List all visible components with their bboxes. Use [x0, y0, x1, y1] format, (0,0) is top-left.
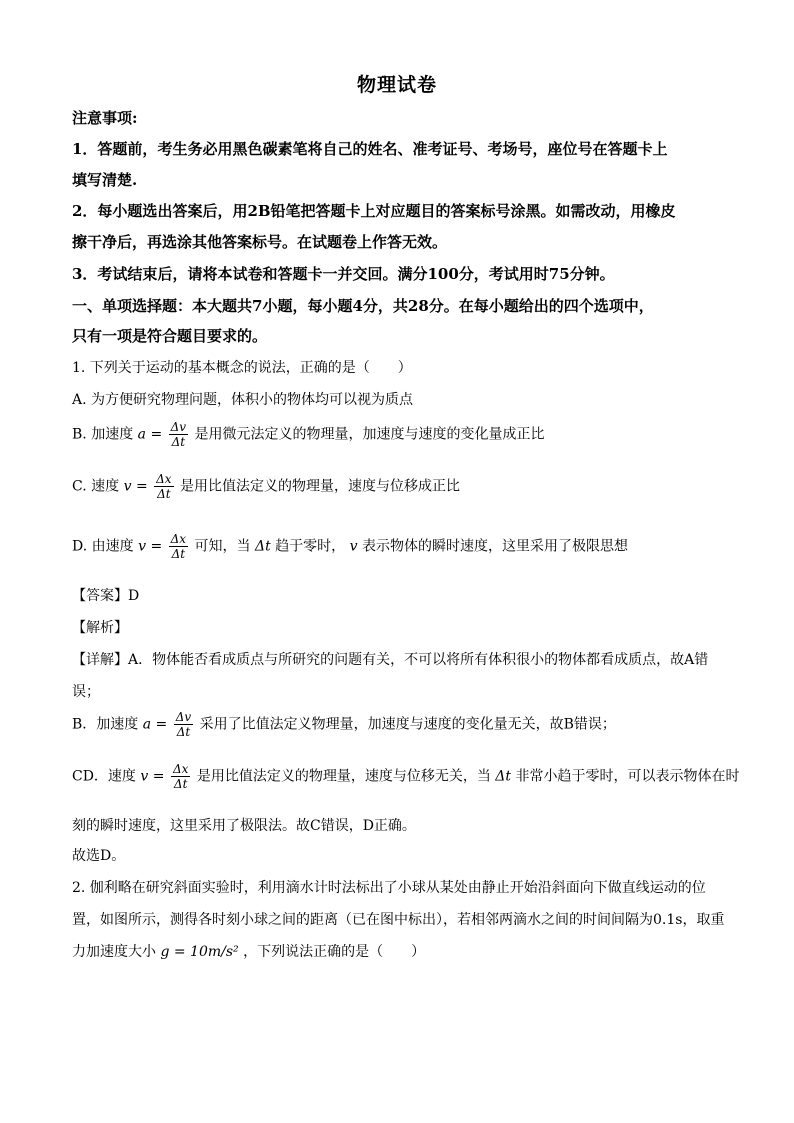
notice-item-1: 1．答题前，考生务必用黑色碳素笔将自己的姓名、准考证号、考场号，座位号在答题卡上 [72, 140, 668, 158]
fraction-num: Δx [170, 532, 187, 546]
math-dt: Δt [254, 538, 271, 555]
q1-stem: 1. 下列关于运动的基本概念的说法，正确的是（ ） [72, 360, 412, 376]
q1-option-a: A. 为方便研究物理问题，体积小的物体均可以视为质点 [72, 392, 414, 408]
q1-detail-b-text: 采用了比值法定义物理量，加速度与速度的变化量无关，故B错误； [199, 716, 616, 733]
math-v-eq: v = [138, 538, 163, 555]
q1-detail-cd [72, 762, 739, 791]
fraction-dv-dt [169, 420, 188, 449]
section-heading: 一、单项选择题：本大题共7小题，每小题4分，共28分。在每小题给出的四个选项中， [72, 297, 654, 315]
q1-option-c-prefix: C. 速度 [72, 478, 120, 495]
notice-heading: 注意事项: [72, 109, 138, 127]
q2-stem-end-prefix: 力加速度大小 [72, 944, 156, 960]
q2-stem-end-text: ，下列说法正确的是（ ） [243, 944, 426, 960]
fraction-num: Δv [175, 710, 192, 724]
q1-detail-b-prefix: B．加速度 [72, 716, 139, 733]
math-v-eq: v = [123, 478, 148, 495]
q1-option-b-prefix: B. 加速度 [72, 426, 134, 443]
math-v: v [349, 538, 358, 555]
notice-item-1-cont: 填写清楚. [72, 171, 138, 189]
q2-stem-cont: 置，如图所示，测得各时刻小球之间的距离（已在图中标出），若相邻两滴水之间的时间间隔为0.1s，取重 [72, 912, 725, 928]
math-a-eq: a = [142, 716, 168, 733]
section-heading-cont: 只有一项是符合题目要求的。 [72, 327, 268, 345]
fraction-den: Δt [171, 435, 186, 449]
q1-option-c [72, 472, 460, 501]
q1-option-d-mid2: 趋于零时， [275, 538, 346, 555]
notice-item-3: 3．考试结束后，请将本试卷和答题卡一并交回。满分100分，考试用时75分钟。 [72, 265, 615, 283]
q1-detail-cont: 误； [72, 684, 100, 700]
fraction-dx-dt [154, 472, 173, 501]
math-dt: Δt [495, 768, 512, 785]
q1-option-d-mid: 可知，当 [194, 538, 251, 555]
q1-detail-b [72, 710, 616, 739]
q1-option-c-text: 是用比值法定义的物理量，速度与位移成正比 [180, 478, 461, 495]
notice-item-2-cont: 擦干净后，再选涂其他答案标号。在试题卷上作答无效。 [72, 233, 448, 251]
fraction-num: Δx [172, 762, 189, 776]
q1-detail-cd-prefix: CD．速度 [72, 768, 136, 785]
fraction-num: Δx [156, 472, 172, 486]
q1-option-d-text: 表示物体的瞬时速度，这里采用了极限思想 [362, 538, 629, 555]
q2-stem-end [72, 942, 425, 962]
fraction-dx-dt [169, 532, 188, 561]
q1-option-d-prefix: D. 由速度 [72, 538, 134, 555]
math-v-eq: v = [140, 768, 165, 785]
q1-analysis-tag: 【解析】 [72, 620, 128, 636]
q1-detail: 【详解】A．物体能否看成质点与所研究的问题有关，不可以将所有体积很小的物体都看成质点，故A错 [72, 652, 709, 668]
q1-conclusion: 故选D。 [72, 848, 126, 864]
math-a-eq: a = [137, 426, 163, 443]
fraction-dv-dt [174, 710, 193, 739]
q1-detail-cd-mid: 是用比值法定义的物理量，速度与位移无关，当 [196, 768, 491, 785]
fraction-den: Δt [171, 547, 186, 561]
q1-option-b-text: 是用微元法定义的物理量，加速度与速度的变化量成正比 [194, 426, 545, 443]
q1-option-b [72, 420, 545, 449]
page-title: 物理试卷 [356, 74, 437, 96]
q1-option-d [72, 532, 628, 561]
math-g-eq: g = 10m/s² [160, 944, 239, 960]
q1-answer: 【答案】D [72, 588, 140, 604]
fraction-den: Δt [157, 487, 171, 501]
fraction-dx-dt [171, 762, 190, 791]
q1-detail-cd-cont: 刻的瞬时速度，这里采用了极限法。故C错误，D正确。 [72, 818, 416, 834]
q2-stem: 2. 伽利略在研究斜面实验时，利用滴水计时法标出了小球从某处由静止开始沿斜面向下做直线运动的位 [72, 880, 706, 896]
q1-detail-cd-text: 非常小趋于零时，可以表示物体在时 [515, 768, 740, 785]
fraction-num: Δv [170, 420, 187, 434]
fraction-den: Δt [173, 777, 188, 791]
notice-item-2: 2．每小题选出答案后，用2B铅笔把答题卡上对应题目的答案标号涂黑。如需改动，用橡皮 [72, 202, 676, 220]
fraction-den: Δt [176, 725, 191, 739]
